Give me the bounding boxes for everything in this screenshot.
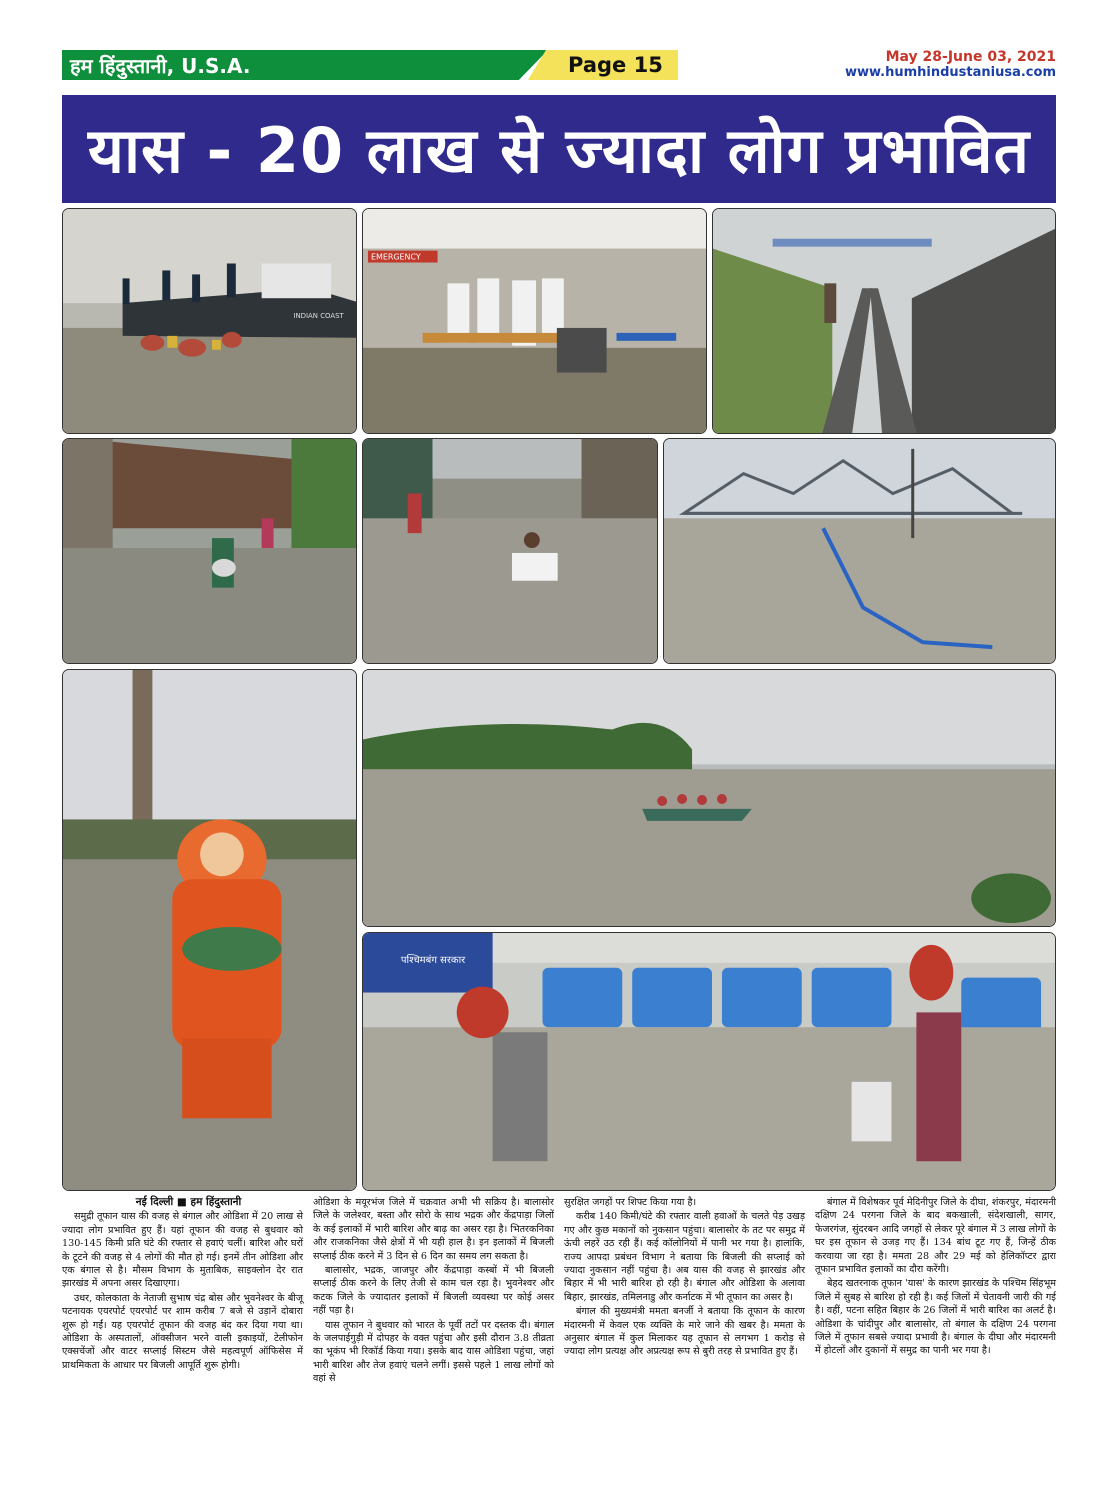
article-paragraph: करीब 140 किमी/घंटे की रफ्तार वाली हवाओं के चलते पेड़ उखड़ गए और कुछ मकानों को नुकसान पहुंचा। बालासोर के तट पर समुद्र में ऊंची लहरें उठ रही हैं। कई कॉलोनियों में पानी भर गया है। हालांकि, राज्य आपदा प्रबंधन विभाग ने बताया कि बिजली की सप्लाई को ज्यादा नुकसान नहीं पहुंचा है। अब यास की वजह से झारखंड और बिहार में भी भारी बारिश हो रही है। बंगाल और ओडिशा के अलावा बिहार, झारखंड, तमिलनाडु और कर्नाटक में भी तूफान का असर है। xyxy=(564,1211,805,1303)
photo-carrying-gas-cylinders xyxy=(362,932,1056,1191)
photo-flooded-hospital xyxy=(362,208,707,434)
photo-flooded-village xyxy=(62,438,357,664)
article-paragraph: उधर, कोलकाता के नेताजी सुभाष चंद्र बोस और भुवनेश्वर के बीजू पटनायक एयरपोर्ट एयरपोर्ट पर शाम करीब 7 बजे से उड़ानें दोबारा शुरू हो गईं। यह एयरपोर्ट तूफान की वजह बंद कर दिया गया था। ओडिशा के अस्पतालों, ऑक्सीजन भरने वाली इकाइयों, टेलीफोन एक्सचेंजों और वाटर सप्लाई सिस्टम जैसे महत्वपूर्ण ऑफिसेस में प्राथमिकता के आधार पर बिजली आपूर्ति शुरू होगी। xyxy=(62,1292,303,1371)
emergency-sign: EMERGENCY xyxy=(370,252,421,262)
article-paragraph: बालासोर, भद्रक, जाजपुर और केंद्रपाड़ा कस्बों में भी बिजली सप्लाई ठीक करने के लिए तेजी से काम चल रहा है। भुवनेश्वर और कटक जिले के ज्यादातर इलाकों में बिजली व्यवस्था पर कोई असर नहीं पड़ा है। xyxy=(313,1265,554,1317)
headline-banner xyxy=(62,95,1056,203)
govt-board-sign: पश्चिमबंग सरकार xyxy=(400,954,466,966)
photo-howrah-bridge xyxy=(663,438,1056,664)
article-paragraph: बंगाल में विशेषकर पूर्व मेदिनीपुर जिले के दीघा, शंकरपुर, मंदारमनी दक्षिण 24 परगना जिले के बाद बकखाली, संदेशखाली, सागर, फेजरगंज, सुंदरबन आदि जगहों से लेकर पूरे बंगाल में 3 लाख लोगों के घर इस तूफान से उजड़ गए हैं। 134 बांध टूट गए हैं, जिन्हें ठीक करवाया जा रहा है। ममता 28 और 29 मई को हेलिकॉप्टर द्वारा तूफान प्रभावित इलाकों का दौरा करेंगी। xyxy=(815,1197,1056,1276)
article-paragraph: यास तूफान ने बुधवार को भारत के पूर्वी तटों पर दस्तक दी। बंगाल के जलपाईगुड़ी में दोपहर के वक्त पहुंचा और इसी दौरान 3.8 तीव्रता का भूकंप भी रिकॉर्ड किया गया। इसके बाद यास ओडिशा पहुंचा, जहां भारी बारिश और तेज हवाएं चलने लगीं। इससे पहले 1 लाख लोगों को वहां से xyxy=(313,1319,554,1385)
issue-date: May 28-June 03, 2021 xyxy=(885,49,1056,65)
article-column-1 xyxy=(62,1196,303,1486)
photo-rescuer-carrying-child xyxy=(62,669,357,1191)
page-number: Page 15 xyxy=(568,53,663,77)
article-column-3 xyxy=(564,1196,805,1486)
article-body xyxy=(62,1196,1056,1486)
website-link[interactable]: www.humhindustaniusa.com xyxy=(844,65,1056,80)
photo-coast-guard-rescue xyxy=(62,208,357,434)
photo-boat-flood-river xyxy=(362,669,1056,927)
article-column-2 xyxy=(313,1196,554,1486)
article-paragraph: ओडिशा के मयूरभंज जिले में चक्रवात अभी भी सक्रिय है। बालासोर जिले के जलेश्वर, बस्ता और सोरो के साथ भद्रक और केंद्रपाड़ा जिलों के कई इलाकों में भारी बारिश और बाढ़ का असर रहा है। भितरकनिका और राजकनिका जैसे क्षेत्रों में भी यही हाल है। इन इलाकों में बिजली सप्लाई ठीक करने में 3 दिन से 6 दिन का समय लग सकता है। xyxy=(313,1197,554,1262)
headline: यास - 20 लाख से ज्यादा लोग प्रभावित xyxy=(87,114,1030,187)
article-paragraph: सुरक्षित जगहों पर शिफ्ट किया गया है। xyxy=(564,1197,697,1208)
page-header xyxy=(0,0,1118,92)
article-paragraph: समुद्री तूफान यास की वजह से बंगाल और ओडिशा में 20 लाख से ज्यादा लोग प्रभावित हुए हैं। यहां तूफान की वजह से बुधवार को 130-145 किमी प्रति घंटे की रफ्तार से हवाएं चलीं। बारिश और घरों के टूटने की वजह से 4 लोगों की मौत हो गई। इनमें तीन ओडिशा और एक बंगाल से है। मौसम विभाग के मुताबिक, साइक्लोन देर रात झारखंड में अपना असर दिखाएगा। xyxy=(62,1211,303,1290)
photo-railway-track xyxy=(712,208,1056,434)
coast-guard-sign: INDIAN COAST xyxy=(293,312,344,321)
photo-flooded-street xyxy=(362,438,658,664)
article-paragraph: बंगाल की मुख्यमंत्री ममता बनर्जी ने बताया कि तूफान के कारण मंदारमनी में केवल एक व्यक्ति के मारे जाने की खबर है। ममता के अनुसार बंगाल में कुल मिलाकर यह तूफान से लगभग 1 करोड़ से ज्यादा लोग प्रत्यक्ष और अप्रत्यक्ष रूप से बुरी तरह से प्रभावित हुए हैं। xyxy=(564,1306,805,1358)
article-column-4 xyxy=(815,1196,1056,1486)
newspaper-name: हम हिंदुस्तानी, U.S.A. xyxy=(70,54,251,78)
article-paragraph: बेहद खतरनाक तूफान 'यास' के कारण झारखंड के पश्चिम सिंहभूम जिले में सुबह से बारिश हो रही है। कई जिलों में चेतावनी जारी की गई है। वहीं, पटना सहित बिहार के 26 जिलों में भारी बारिश का अलर्ट है। ओडिशा के चांदीपुर और बालासोर, तो बंगाल के दक्षिण 24 परगना जिले में तूफान सबसे ज्यादा प्रभावी है। बंगाल के दीघा और मंदारमनी में होटलों और दुकानों में समुद्र का पानी भर गया है। xyxy=(815,1278,1056,1357)
article-byline: नई दिल्ली ■ हम हिंदुस्तानी xyxy=(135,1196,242,1208)
